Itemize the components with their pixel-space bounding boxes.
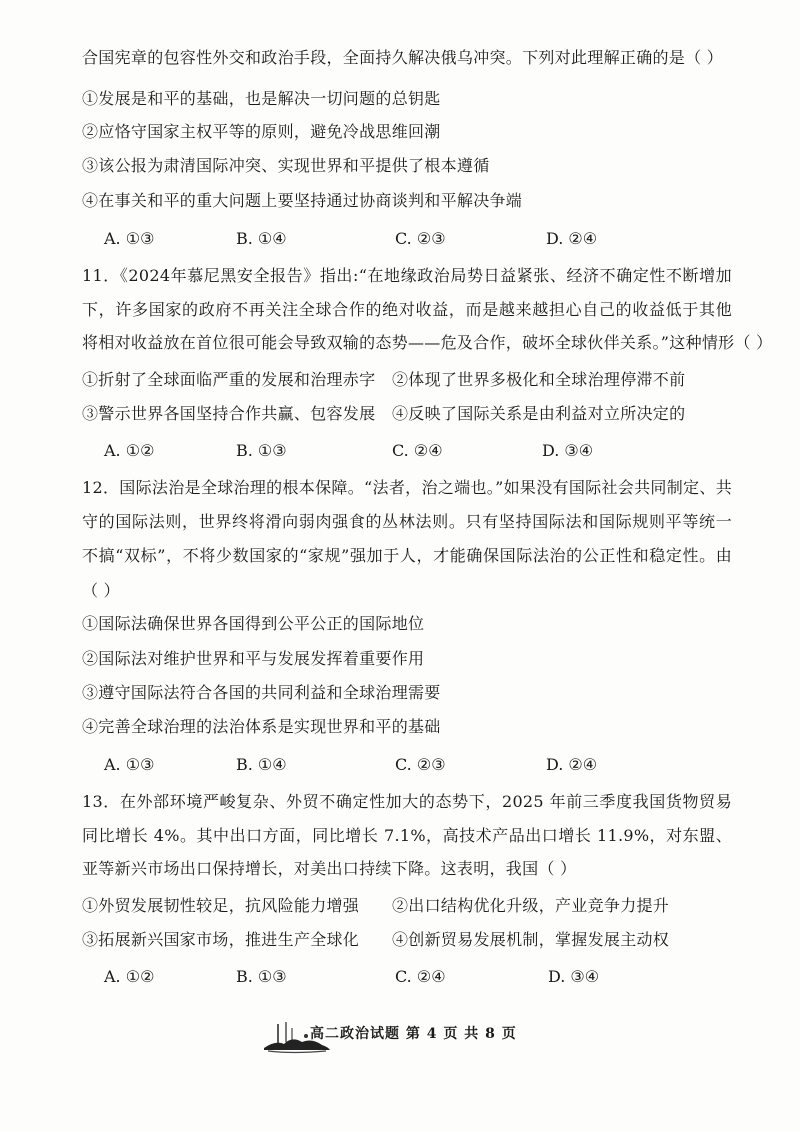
q13-stem-line-1: 13．在外部环境严峻复杂、外贸不确定性加大的态势下，2025 年前三季度我国货物贸易 [82,792,732,811]
q13-option-a[interactable]: A. ①② [104,967,155,986]
q12-statement-2: ②国际法对维护世界和平与发展发挥着重要作用 [82,649,425,668]
q12-option-c[interactable]: C. ②③ [395,755,446,774]
q11-statement-1: ①折射了全球面临严重的发展和治理赤字 [82,370,376,389]
q10-option-c[interactable]: C. ②③ [395,229,446,248]
q13-stem-line-3: 亚等新兴市场出口保持增长，对美出口持续下降。这表明，我国（ ） [82,859,577,878]
q10-statement-4: ④在事关和平的重大问题上要坚持通过协商谈判和平解决争端 [82,191,523,210]
q10-statement-3: ③该公报为肃清国际冲突、实现世界和平提供了根本遵循 [82,156,490,175]
q12-statement-4: ④完善全球治理的法治体系是实现世界和平的基础 [82,717,441,736]
q12-stem-line-4: （ ） [82,581,120,600]
q11-option-b[interactable]: B. ①③ [236,441,287,460]
q13-option-d[interactable]: D. ③④ [548,967,600,986]
q10-option-d[interactable]: D. ②④ [546,229,598,248]
q10-option-a[interactable]: A. ①③ [104,229,155,248]
page-footer: 高二政治试题 第 4 页 共 8 页 [310,1026,517,1042]
q13-stem-line-2: 同比增长 4%。其中出口方面，同比增长 7.1%，高技术产品出口增长 11.9%，对东盟、 [82,826,732,845]
q12-stem-line-1: 12．国际法治是全球治理的根本保障。“法者，治之端也。”如果没有国际社会共同制定、共 [82,478,732,497]
q10-stem-tail: 合国宪章的包容性外交和政治手段，全面持久解决俄乌冲突。下列对此理解正确的是（ ） [82,48,724,67]
q11-statement-3: ③警示世界各国坚持合作共赢、包容发展 [82,404,376,423]
q12-option-d[interactable]: D. ②④ [546,755,598,774]
q11-stem-line-3: 将相对收益放在首位很可能会导致双输的态势——危及合作，破坏全球伙伴关系。”这种情形（ ） [82,333,773,352]
q12-statement-3: ③遵守国际法符合各国的共同利益和全球治理需要 [82,683,441,702]
q12-option-a[interactable]: A. ①③ [104,755,155,774]
q12-option-b[interactable]: B. ①④ [236,755,287,774]
q11-statement-4: ④反映了国际关系是由利益对立所决定的 [392,404,686,423]
q10-statement-2: ②应恪守国家主权平等的原则，避免冷战思维回潮 [82,122,441,141]
q13-option-c[interactable]: C. ②④ [395,967,446,986]
q11-stem-line-1: 11．《2024年慕尼黑安全报告》指出:“在地缘政治局势日益紧张、经济不确定性不断增加 [82,266,732,285]
q12-stem-line-3: 不搞“双标”，不将少数国家的“家规”强加于人，才能确保国际法治的公正性和稳定性。由 [82,546,732,565]
q11-option-c[interactable]: C. ②④ [392,441,443,460]
q11-stem-line-2: 下，许多国家的政府不再关注全球合作的绝对收益，而是越来越担心自己的收益低于其他 [82,300,732,319]
q13-statement-2: ②出口结构优化升级，产业竞争力提升 [392,896,670,915]
q10-statement-1: ①发展是和平的基础，也是解决一切问题的总钥匙 [82,89,441,108]
q11-option-a[interactable]: A. ①② [104,441,155,460]
q12-stem-line-2: 守的国际法则，世界终将滑向弱肉强食的丛林法则。只有坚持国际法和国际规则平等统一 [82,512,732,531]
q13-statement-3: ③拓展新兴国家市场，推进生产全球化 [82,930,360,949]
q10-option-b[interactable]: B. ①④ [236,229,287,248]
q11-option-d[interactable]: D. ③④ [542,441,594,460]
q13-statement-4: ④创新贸易发展机制，掌握发展主动权 [392,930,670,949]
q12-statement-1: ①国际法确保世界各国得到公平公正的国际地位 [82,614,425,633]
q13-option-b[interactable]: B. ①③ [236,967,287,986]
q13-statement-1: ①外贸发展韧性较足，抗风险能力增强 [82,896,360,915]
q11-statement-2: ②体现了世界多极化和全球治理停滞不前 [392,370,686,389]
